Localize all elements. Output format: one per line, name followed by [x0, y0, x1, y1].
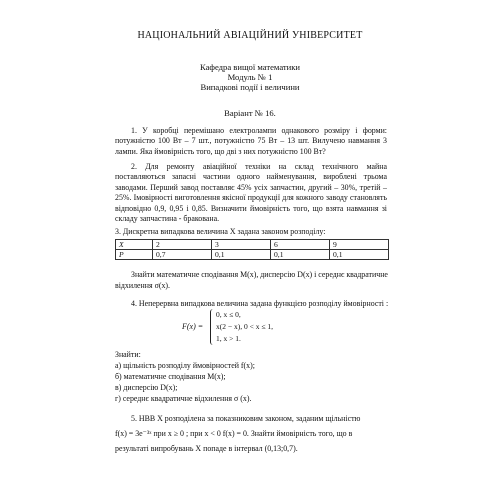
- table-cell: 0,1: [271, 250, 330, 260]
- task-4-item-a: а) щільність розподілу ймовірностей f(x);: [115, 361, 255, 370]
- task-2-text: 2. Для ремонту авіаційної техніки на склад технічного майна поставляються запасні частини одного найменування, вироблені трьома заводами. Перший завод поставляє 45% усіх запчастин, другий – 30%, третій – 25%. Імовірності виготовлення якісної продукції для кожного заводу становлять відповідно 0,9, 0,95 і 0,85. Визначити ймовірність того, що взята навмання зі складу запчастина - бракована.: [115, 162, 387, 224]
- topic-line: Випадкові події і величини: [200, 82, 300, 92]
- table-row-p: [116, 250, 389, 260]
- task-4-item-b: б) математичне сподівання M(x);: [115, 372, 226, 381]
- task-1-text: 1. У коробці перемішано електролампи однакового розміру і форми: потужністю 100 Вт – 7 шт., потужністю 75 Вт – 13 шт. Вилучено навмання 3 лампи. Яка ймовірність того, що дві з них потужністю 100 Вт?: [115, 126, 387, 156]
- task-2: [115, 162, 387, 224]
- department-line: Кафедра вищої математики: [199, 62, 301, 72]
- task-4-item-c: в) дисперсію D(x);: [115, 383, 178, 392]
- task-4-find-label: Знайти:: [115, 350, 141, 359]
- formula-case-1: 0, x ≤ 0,: [216, 310, 241, 319]
- table-cell-p-label: P: [116, 250, 153, 260]
- task-3-find-line-2: відхилення σ(x).: [115, 281, 171, 290]
- task-3-find-line-1: Знайти математичне сподівання M(x), дисперсію D(x) і середнє квадратичне: [131, 270, 388, 279]
- task-4-intro: 4. Неперервна випадкова величина задана функцією розподілу ймовірності :: [131, 299, 389, 308]
- formula-case-2: x(2 − x), 0 < x ≤ 1,: [216, 322, 273, 331]
- table-cell: 2: [153, 240, 212, 250]
- module-line: Модуль № 1: [227, 72, 273, 82]
- table-cell: 3: [212, 240, 271, 250]
- university-title: НАЦІОНАЛЬНИЙ АВІАЦІЙНИЙ УНІВЕРСИТЕТ: [137, 30, 363, 41]
- table-cell: 0,1: [212, 250, 271, 260]
- task-5-line-2: f(x) = 3e⁻³ˣ при x ≥ 0 ; при x < 0 f(x) = 0. Знайти ймовірність того, що в: [115, 429, 353, 438]
- formula-lhs: F(x) =: [182, 322, 204, 331]
- brace-symbol: [210, 309, 215, 345]
- table-cell: 0,1: [330, 250, 389, 260]
- formula-case-3: 1, x > 1.: [216, 334, 241, 343]
- task-1: [115, 126, 387, 157]
- distribution-table: [115, 239, 389, 260]
- task-5-line-3: результаті випробувань X попаде в інтервал (0,13;0,7).: [115, 444, 298, 453]
- table-cell: 9: [330, 240, 389, 250]
- table-row-x: [116, 240, 389, 250]
- task-4-item-d: г) середнє квадратичне відхилення σ (x).: [115, 394, 252, 403]
- table-cell-x-label: X: [116, 240, 153, 250]
- task-5-line-1: 5. НВВ X розподілена за показниковим законом, заданим щільністю: [131, 414, 361, 423]
- task-3-intro: 3. Дискретна випадкова величина X задана законом розподілу:: [115, 227, 326, 236]
- variant-label: Варіант № 16.: [224, 108, 276, 118]
- table-cell: 0,7: [153, 250, 212, 260]
- table-cell: 6: [271, 240, 330, 250]
